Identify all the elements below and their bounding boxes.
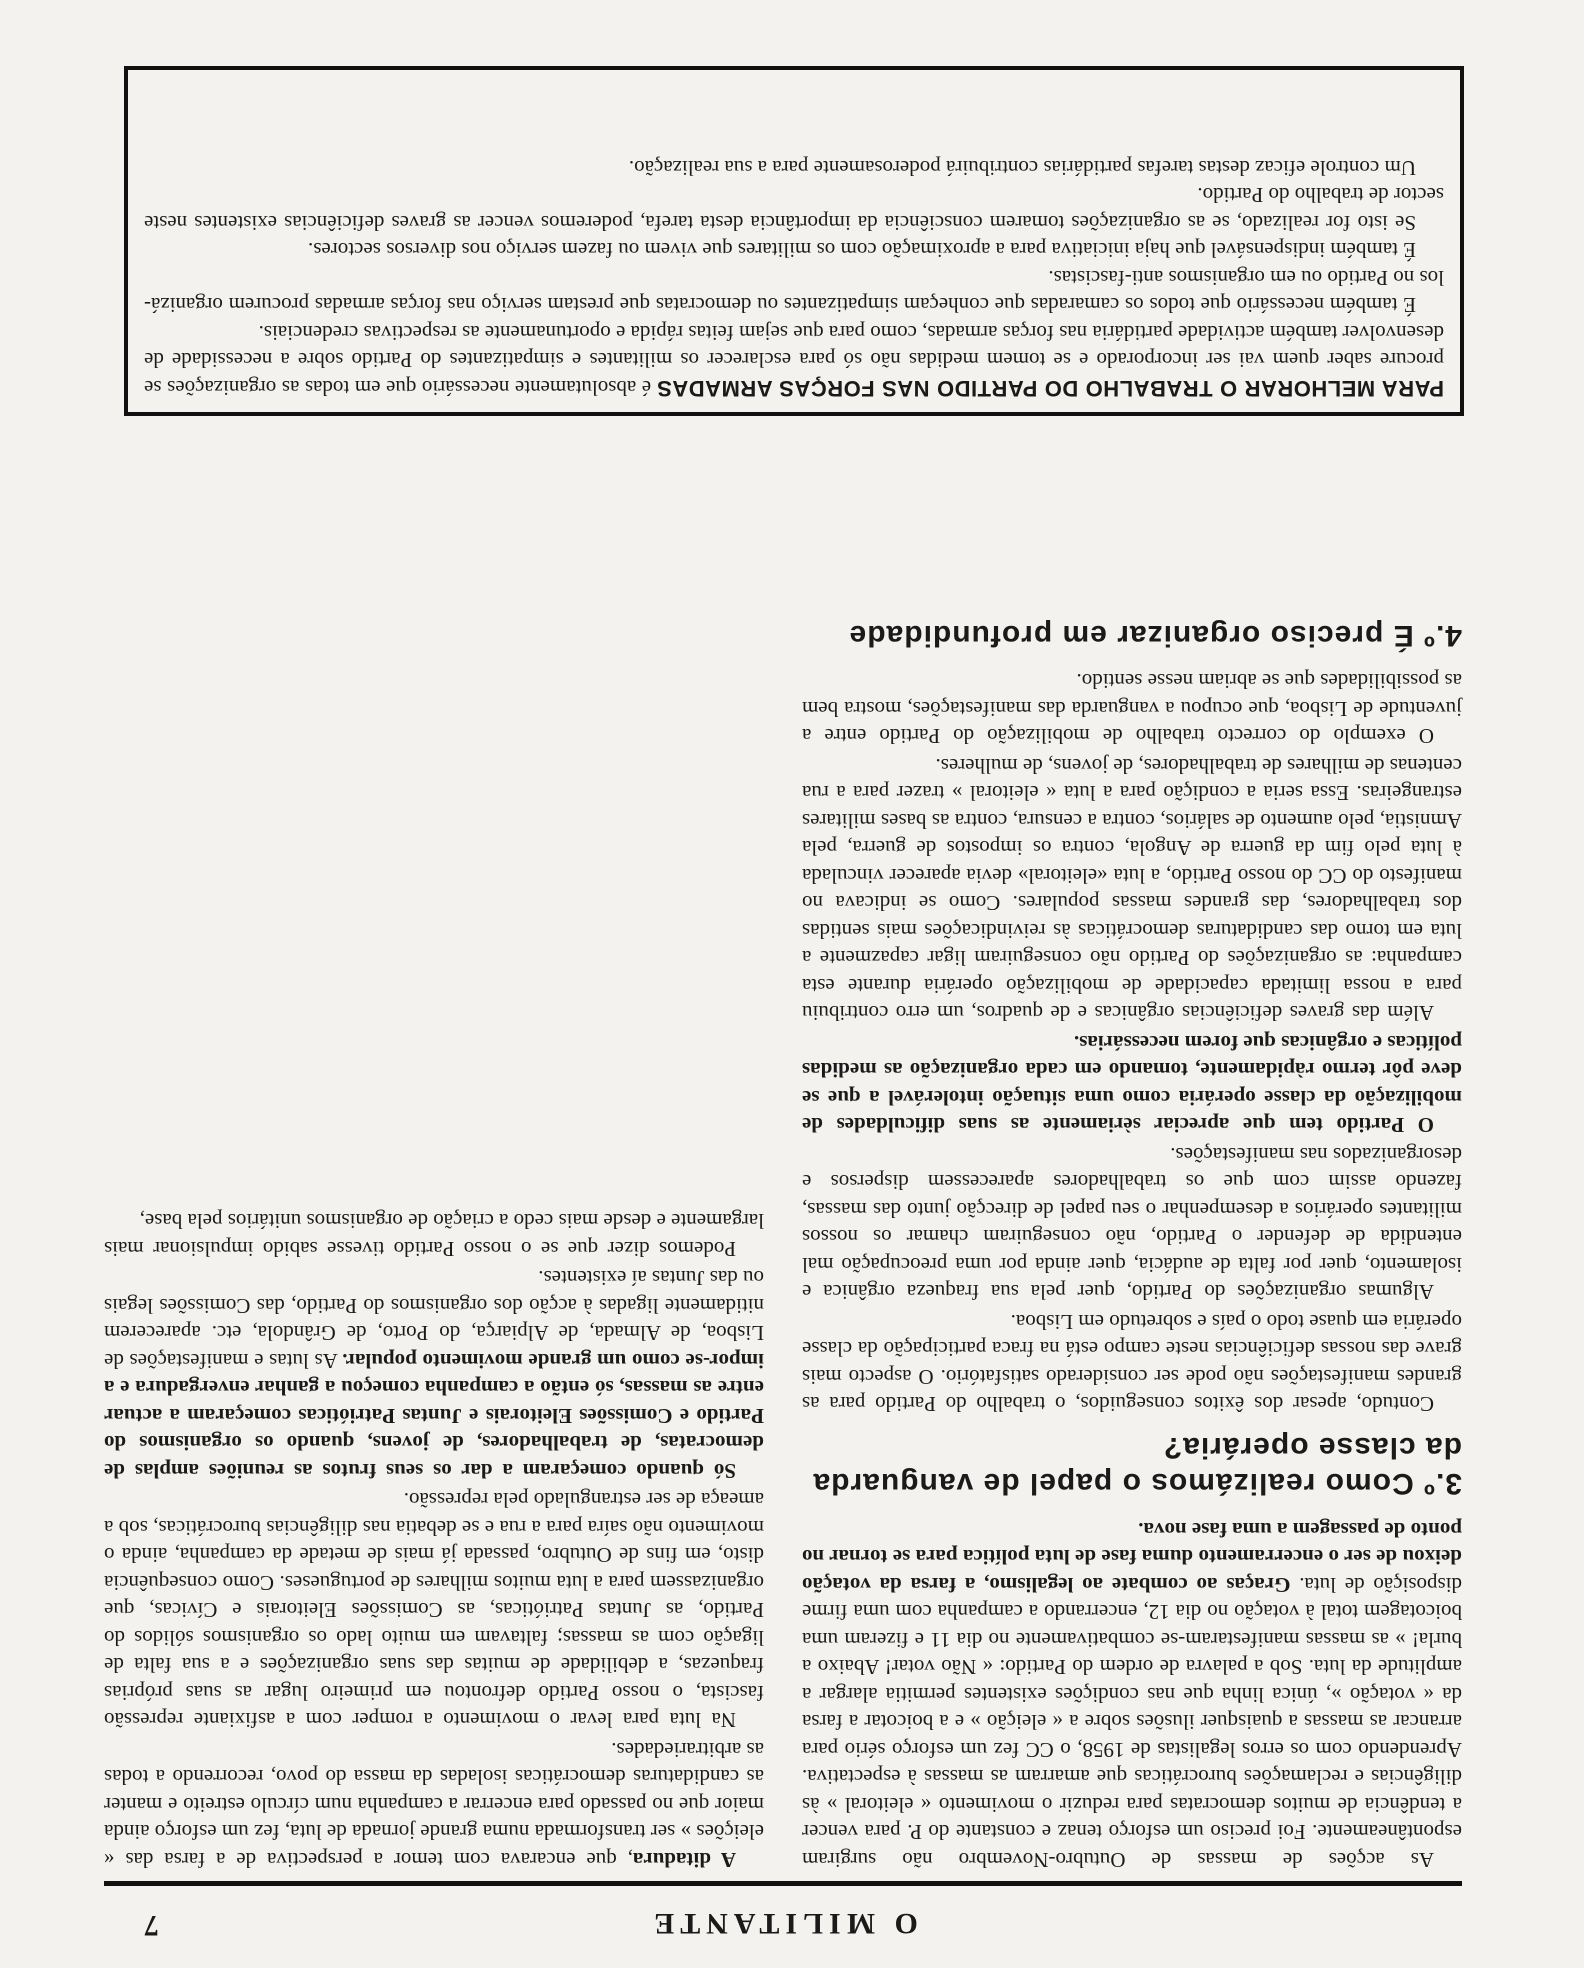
section-heading-3: 3.º Como realizámos o papel de vanguarda da classe operária? [812, 1431, 1462, 1501]
article-paragraph: O exemplo do correcto trabalho de mobilização do Partido entre a juventude de Lisboa, que ocupou a vanguarda das manifestações, mostra bem as possibilidades que se abriam nesse sentido. [802, 669, 1462, 749]
article-paragraph-bold: O Partido tem que apreciar sèriamente as suas dificuldades de mobilização da classe operária como uma situação intolerável a que se deve pôr termo ràpidamente, tomando em cada organização as medidas políticas e orgânicas que forem necessárias. [802, 1031, 1462, 1138]
notice-paragraph: É também necessário que todos os camaradas que conheçam simpatizantes ou democratas que prestam serviço nas forças armadas procurem organizá-los no Partido ou em organismos anti-fascistas. [144, 266, 1444, 318]
boxed-notice [124, 66, 1464, 416]
article-paragraph: As acções de massas de Outubro-Novembro não surgiram espontâneamente. Foi preciso um esforço tenaz e constante do P. para vencer a tendência de muitos democratas para reduzir o movimento « eleitoral » às diligências e reclamações burocráticas que amarram as massas à espectativa. Aprendendo com os erros legalistas de 1958, o CC fez um esforço sério para arrancar as massas a quaisquer ilusões sobre a « eleição » e a boicotar a farsa da « votação », única linha que nas condições existentes permitia alargar a amplitude da luta. Sob a palavra de ordem do Partido: « Não votar! Abaixo a burla! » as massas manifestaram-se combativamente no dia 11 e fizeram uma boicotagem total à votação no dia 12, encerrando a campanha com uma firme disposição de luta. Graças ao combate ao legalismo, a farsa da votação deixou de ser o encerramento duma fase de luta política para se tornar no ponto de passagem a uma fase nova. [802, 1518, 1462, 1872]
left-column [802, 619, 1462, 1873]
notice-paragraph: Se isto for realizado, se as organizações tomarem consciência da importância desta tarefa, poderemos vencer as graves deficiências existentes neste sector de trabalho do Partido. [144, 183, 1444, 235]
notice-paragraph: É também indispensável que haja iniciativa para a aproximação com os militares que vivem ou fazem serviço nos diversos sectores. [308, 238, 1416, 263]
article-paragraph: Além das graves deficiências orgânicas e de quadros, um erro contribuiu para a nossa limitada capacidade de mobilização operária durante esta campanha: as organizações do Partido não conseguiram ligar capazmente a luta em torno das candidaturas democráticas às reivindicações mais sentidas dos trabalhadores, das grandes massas populares. Como se indicava no manifesto do CC do nosso Partido, a luta «eleitoral» devia aparecer vinculada à luta pelo fim da guerra de Angola, contra os impostos de guerra, pela Amnistia, pelo aumento de salários, contra a censura, contra as bases militares estrangeiras. Essa seria a condição para a luta « eleitoral » trazer para a rua centenas de milhares de trabalhadores, de jovens, de mulheres. [802, 754, 1462, 1026]
page-number: 7 [144, 1909, 159, 1942]
notice-lead-paragraph: PARA MELHORAR O TRABALHO DO PARTIDO NAS FORÇAS ARMADAS é absolutamente necessário que em todas as organizações se procure saber quem vai ser incorporado e se tomem medidas não só para esclarecer os militantes e simpatizantes do Partido sobre a necessidade de desenvolver também actividade partidária nas forças armadas, como para que sejam feitas rápida e oportunamente as respectivas credenciais. [144, 321, 1444, 401]
notice-paragraph: Um controle eficaz destas tarefas partidárias contribuirá poderosamente para a sua realização. [628, 156, 1416, 180]
article-paragraph: Só quando começaram a dar os seus frutos as reuniões amplas de democratas, de trabalhadores, de jovens, quando os organismos do Partido e Comissões Eleitorais e Juntas Patrióticas começaram a actuar entre as massas, só então a campanha começou a ganhar envergadura e a impor-se como um grande movimento popular. As lutas e manifestações de Lisboa, de Almada, de Alpiarça, do Porto, de Grândola, etc. aparecerem nitidamente ligadas à acção dos organismos do Partido, das Comissões legais ou das Juntas aí existentes. [104, 1266, 764, 1483]
right-column [104, 823, 764, 1873]
article-paragraph: A ditadura, que encarava com temor a perspectiva de a farsa das « eleições » ser transformada numa grande jornada de luta, fez um esforço ainda maior que no passado para encerrar a campanha num círculo estreito e manter as candidaturas democráticas isoladas da massa do povo, recorrendo a todas as arbitrariedades. [104, 1738, 764, 1872]
article-paragraph: Podemos dizer que se o nosso Partido tivesse sabido impulsionar mais largamente e desde mais cedo a criação de organismos unitários pela base, [104, 1209, 764, 1261]
section-heading-4: 4.º É preciso organizar em profundidade [848, 619, 1462, 652]
article-paragraph: Contudo, apesar dos êxitos conseguidos, o trabalho do Partido para as grandes manifestações não pode ser considerado satisfatório. O aspecto mais grave das nossas deficiências neste campo está na fraca participação da classe operária em quase todo o país e sobretudo em Lisboa. [802, 1310, 1462, 1417]
article-paragraph: Na luta para levar o movimento a romper com a asfixiante repressão fascista, o nosso Partido defrontou em primeiro lugar as suas próprias fraquezas, a debilidade de muitas das suas organizações e a sua falta de ligação com as massas; faltavam em muito lado os organismos sólidos do Partido, as Juntas Patrióticas, as Comissões Eleitorais e Cívicas, que organizassem para a luta muitos milhares de portugueses. Como consequência disto, em fins de Outubro, passada já mais de metade da campanha, ainda o movimento não saíra para a rua e se debatia nas diligências burocráticas, sob a ameaça de ser estrangulado pela repressão. [104, 1488, 764, 1733]
page-header [104, 1881, 1462, 1948]
masthead: O MILITANTE [648, 1907, 918, 1940]
article-paragraph: Algumas organizações do Partido, quer pela sua fraqueza orgânica e isolamento, quer por falta de audácia, quer ainda por uma preocupação mal entendida de defender o Partido, não conseguiram chamar os nossos militantes operários a desempenhar o seu papel de direcção junto das massas, fazendo assim com que os trabalhadores aparecessem dispersos e desorganizados nas manifestações. [802, 1143, 1462, 1305]
